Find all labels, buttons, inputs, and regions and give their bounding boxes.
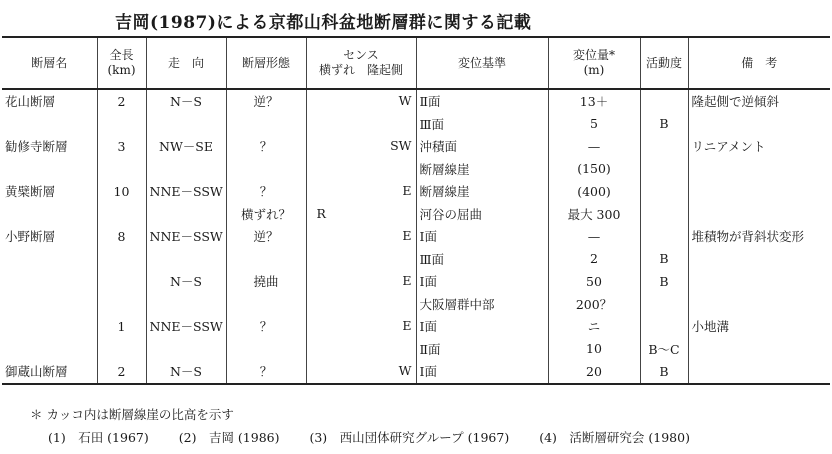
cell-datum: 断層線崖 xyxy=(416,180,548,203)
table-row xyxy=(2,360,830,384)
cell-displacement: (400) xyxy=(548,180,640,203)
cell-length: 2 xyxy=(97,89,146,113)
cell-strike: NNE－SSW xyxy=(146,180,226,203)
cell-fault-name xyxy=(2,158,97,181)
cell-strike: N－S xyxy=(146,270,226,293)
cell-activity: B xyxy=(640,360,688,384)
header-row xyxy=(2,37,830,89)
cell-datum: 断層線崖 xyxy=(416,158,548,181)
table-row xyxy=(2,315,830,338)
cell-form: ？ xyxy=(226,135,306,158)
cell-datum: Ⅰ面 xyxy=(416,270,548,293)
cell-datum: Ⅱ面 xyxy=(416,338,548,361)
header-datum: 変位基準 xyxy=(416,37,548,89)
cell-activity xyxy=(640,293,688,316)
cell-sense xyxy=(306,89,416,113)
cell-remarks xyxy=(688,113,830,136)
cell-displacement: 20 xyxy=(548,360,640,384)
cell-length xyxy=(97,338,146,361)
header-length: 全長 (km) xyxy=(97,37,146,89)
sense-upthrown-side: W xyxy=(398,363,412,378)
cell-datum: 大阪層群中部 xyxy=(416,293,548,316)
cell-fault-name: 小野断層 xyxy=(5,229,56,245)
sense-upthrown-side: SW xyxy=(390,138,412,153)
cell-length: 2 xyxy=(97,360,146,384)
footnote: ＊ カッコ内は断層線崖の比高を示す xyxy=(30,407,234,422)
cell-length: 1 xyxy=(97,315,146,338)
sense-upthrown-side: E xyxy=(402,228,412,243)
references xyxy=(48,428,716,446)
cell-sense xyxy=(306,248,416,271)
cell-form: ？ xyxy=(226,360,306,384)
table-row xyxy=(2,248,830,271)
cell-activity xyxy=(640,203,688,226)
cell-remarks: 堆積物が背斜状変形 xyxy=(688,225,830,248)
cell-sense xyxy=(306,180,416,203)
cell-strike xyxy=(146,248,226,271)
cell-displacement: 10 xyxy=(548,338,640,361)
cell-remarks: 隆起側で逆傾斜 xyxy=(688,89,830,113)
table-row xyxy=(2,293,830,316)
table-row xyxy=(2,180,830,203)
cell-form: 逆？ xyxy=(226,225,306,248)
reference-item: (1) 石田 (1967) xyxy=(48,430,149,445)
table-row xyxy=(2,203,830,226)
cell-activity xyxy=(640,315,688,338)
cell-length: 3 xyxy=(97,135,146,158)
cell-form xyxy=(226,338,306,361)
sense-upthrown-side: E xyxy=(402,318,412,333)
table-row xyxy=(2,270,830,293)
cell-activity xyxy=(640,158,688,181)
cell-form xyxy=(226,248,306,271)
cell-fault-name xyxy=(2,203,97,226)
table-row xyxy=(2,89,830,113)
cell-strike xyxy=(146,203,226,226)
sense-lateral: R xyxy=(316,205,326,221)
cell-displacement: 50 xyxy=(548,270,640,293)
cell-form xyxy=(226,113,306,136)
header-form: 断層形態 xyxy=(226,37,306,89)
cell-activity xyxy=(640,89,688,113)
cell-datum: Ⅰ面 xyxy=(416,315,548,338)
reference-item: (3) 西山団体研究グループ (1967) xyxy=(309,430,510,445)
sense-upthrown-side: W xyxy=(398,93,412,108)
cell-form: ？ xyxy=(226,180,306,203)
cell-sense xyxy=(306,225,416,248)
cell-sense xyxy=(306,270,416,293)
cell-remarks xyxy=(688,360,830,384)
cell-remarks xyxy=(688,338,830,361)
cell-remarks: リニアメント xyxy=(688,135,830,158)
cell-fault-name: 勧修寺断層 xyxy=(5,139,68,155)
header-sense: センス 横ずれ 隆起側 xyxy=(306,37,416,89)
cell-fault-name xyxy=(2,293,97,316)
cell-remarks xyxy=(688,180,830,203)
cell-sense xyxy=(306,315,416,338)
reference-item: (2) 吉岡 (1986) xyxy=(178,430,280,445)
cell-strike xyxy=(146,113,226,136)
cell-length xyxy=(97,113,146,136)
cell-remarks xyxy=(688,248,830,271)
sense-upthrown-side: E xyxy=(402,183,412,198)
table-row xyxy=(2,113,830,136)
cell-sense xyxy=(306,293,416,316)
cell-form: 撓曲 xyxy=(226,270,306,293)
cell-strike xyxy=(146,293,226,316)
table-title: 吉岡(1987)による京都山科盆地断層群に関する記載 xyxy=(115,13,532,33)
cell-length xyxy=(97,248,146,271)
cell-length xyxy=(97,270,146,293)
cell-form: 横ずれ？ xyxy=(226,203,306,226)
cell-fault-name xyxy=(2,338,97,361)
cell-fault-name xyxy=(2,113,97,136)
cell-remarks xyxy=(688,158,830,181)
cell-length: 10 xyxy=(97,180,146,203)
cell-datum: 沖積面 xyxy=(416,135,548,158)
cell-fault-name: 御蔵山断層 xyxy=(2,360,97,384)
header-activity: 活動度 xyxy=(640,37,688,89)
cell-strike xyxy=(146,158,226,181)
cell-form: 逆？ xyxy=(226,89,306,113)
cell-fault-name xyxy=(2,270,97,293)
cell-sense xyxy=(306,338,416,361)
cell-activity xyxy=(640,180,688,203)
cell-strike xyxy=(146,338,226,361)
cell-sense xyxy=(306,158,416,181)
cell-datum: Ⅲ面 xyxy=(416,248,548,271)
cell-form: ？ xyxy=(226,315,306,338)
sense-upthrown-side: E xyxy=(402,273,412,288)
cell-displacement: 2 xyxy=(548,248,640,271)
cell-strike: N－S xyxy=(146,89,226,113)
cell-form xyxy=(226,158,306,181)
cell-displacement: ニ xyxy=(548,315,640,338)
cell-activity xyxy=(640,225,688,248)
cell-fault-name xyxy=(2,248,97,271)
table-row xyxy=(2,135,830,158)
cell-length xyxy=(97,158,146,181)
cell-datum: Ⅲ面 xyxy=(416,113,548,136)
cell-displacement: — xyxy=(548,225,640,248)
fault-table xyxy=(2,36,830,385)
cell-displacement: 200？ xyxy=(548,293,640,316)
header-name: 断層名 xyxy=(2,37,97,89)
cell-activity: B xyxy=(640,270,688,293)
cell-datum: Ⅰ面 xyxy=(416,360,548,384)
cell-activity xyxy=(640,135,688,158)
cell-strike: NW－SE xyxy=(146,135,226,158)
cell-displacement: (150) xyxy=(548,158,640,181)
table-row xyxy=(2,158,830,181)
header-remarks: 備 考 xyxy=(688,37,830,89)
header-strike: 走 向 xyxy=(146,37,226,89)
cell-sense xyxy=(306,113,416,136)
cell-remarks xyxy=(688,203,830,226)
cell-remarks: 小地溝 xyxy=(688,315,830,338)
table-row xyxy=(2,225,830,248)
cell-length: 8 xyxy=(97,225,146,248)
cell-fault-name: 花山断層 xyxy=(5,94,56,110)
cell-displacement: 最大 300 xyxy=(548,203,640,226)
cell-displacement: 5 xyxy=(548,113,640,136)
cell-sense xyxy=(306,360,416,384)
cell-datum: Ⅰ面 xyxy=(416,225,548,248)
cell-activity: B xyxy=(640,248,688,271)
cell-fault-name xyxy=(2,315,97,338)
cell-displacement: 13＋ xyxy=(548,89,640,113)
reference-item: (4) 活断層研究会 (1980) xyxy=(539,430,690,445)
cell-remarks xyxy=(688,270,830,293)
cell-displacement: — xyxy=(548,135,640,158)
cell-form xyxy=(226,293,306,316)
cell-sense xyxy=(306,135,416,158)
cell-datum: 河谷の屈曲 xyxy=(416,203,548,226)
cell-strike: NNE－SSW xyxy=(146,225,226,248)
cell-activity: B xyxy=(640,113,688,136)
cell-datum: Ⅱ面 xyxy=(416,89,548,113)
cell-fault-name: 黄檗断層 xyxy=(5,184,56,200)
header-displacement: 変位量* (m) xyxy=(548,37,640,89)
cell-length xyxy=(97,203,146,226)
cell-activity: B～C xyxy=(640,338,688,361)
cell-sense xyxy=(306,203,416,226)
cell-strike: N－S xyxy=(146,360,226,384)
cell-remarks xyxy=(688,293,830,316)
cell-length xyxy=(97,293,146,316)
table-row xyxy=(2,338,830,361)
cell-strike: NNE－SSW xyxy=(146,315,226,338)
